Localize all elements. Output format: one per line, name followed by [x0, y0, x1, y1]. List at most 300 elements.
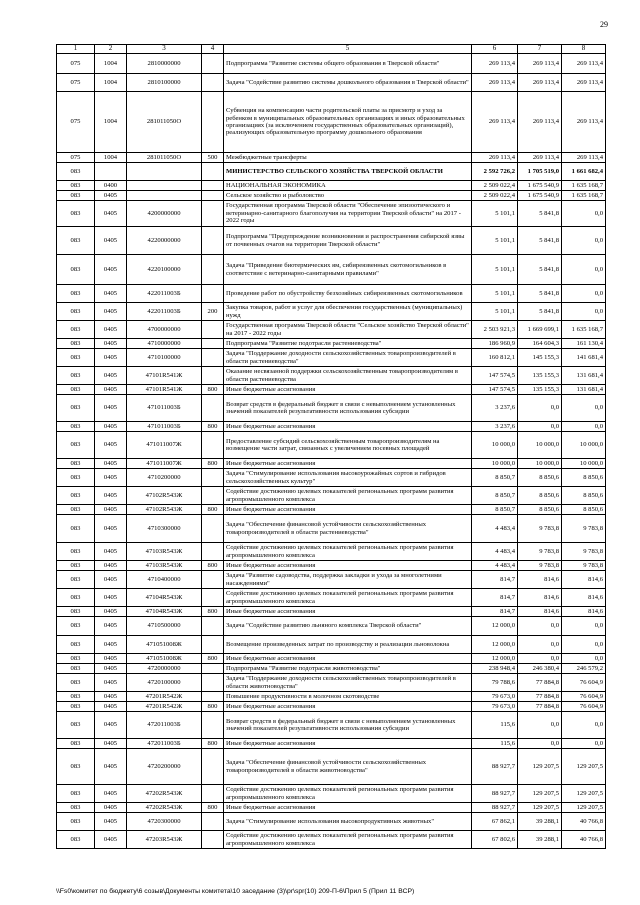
- amount-col6-cell: 269 113,4: [472, 92, 518, 153]
- expense-type-cell: [202, 367, 224, 385]
- table-row: [57, 163, 606, 181]
- amount-col7-cell: 814,6: [518, 607, 562, 617]
- section-code-cell: 0405: [95, 589, 127, 607]
- section-code-cell: 0405: [95, 422, 127, 432]
- amount-col7-cell: 0,0: [518, 712, 562, 739]
- amount-col8-cell: 131 681,4: [562, 367, 606, 385]
- table-row: [57, 255, 606, 285]
- table-row: [57, 395, 606, 422]
- admin-code-cell: 083: [57, 487, 95, 505]
- description-cell: Задача "Обеспечение финансовой устойчивости сельскохозяйственных товаропроизводителей в области растениеводства": [224, 515, 472, 543]
- amount-col7-cell: 129 207,5: [518, 785, 562, 803]
- target-article-cell: 4700000000: [127, 321, 202, 339]
- expense-type-cell: [202, 712, 224, 739]
- section-code-cell: 0405: [95, 803, 127, 813]
- section-code-cell: 0405: [95, 607, 127, 617]
- table-row: [57, 459, 606, 469]
- amount-col7-cell: 814,6: [518, 571, 562, 589]
- target-article-cell: 47103R543Ж: [127, 561, 202, 571]
- header-cell: 8: [562, 45, 606, 54]
- section-code-cell: 0405: [95, 432, 127, 459]
- target-article-cell: 4710100000: [127, 349, 202, 367]
- amount-col8-cell: 814,6: [562, 589, 606, 607]
- section-code-cell: 0405: [95, 459, 127, 469]
- table-row: [57, 589, 606, 607]
- amount-col6-cell: 5 101,1: [472, 285, 518, 303]
- admin-code-cell: 083: [57, 803, 95, 813]
- target-article-cell: [127, 191, 202, 201]
- amount-col7-cell: 1 705 519,0: [518, 163, 562, 181]
- expense-type-cell: [202, 636, 224, 654]
- table-row: [57, 505, 606, 515]
- section-code-cell: 0405: [95, 285, 127, 303]
- description-cell: Подпрограмма "Развитие системы общего образования в Тверской области": [224, 54, 472, 74]
- description-cell: Повышение продуктивности в молочном скотоводстве: [224, 692, 472, 702]
- table-row: [57, 636, 606, 654]
- amount-col6-cell: 88 927,7: [472, 803, 518, 813]
- amount-col8-cell: 0,0: [562, 617, 606, 636]
- amount-col8-cell: 0,0: [562, 255, 606, 285]
- admin-code-cell: 075: [57, 92, 95, 153]
- table-row: [57, 54, 606, 74]
- amount-col8-cell: 1 635 168,7: [562, 321, 606, 339]
- expense-type-cell: 800: [202, 505, 224, 515]
- admin-code-cell: 083: [57, 191, 95, 201]
- amount-col6-cell: 160 812,1: [472, 349, 518, 367]
- section-code-cell: 0405: [95, 201, 127, 227]
- amount-col8-cell: 0,0: [562, 395, 606, 422]
- section-code-cell: 0400: [95, 181, 127, 191]
- amount-col7-cell: 814,6: [518, 589, 562, 607]
- amount-col7-cell: 5 841,8: [518, 201, 562, 227]
- table-row: [57, 739, 606, 749]
- amount-col7-cell: 0,0: [518, 654, 562, 664]
- table-row: [57, 664, 606, 674]
- admin-code-cell: 083: [57, 561, 95, 571]
- description-cell: Задача "Содействие развитию системы дошкольного образования в Тверской области": [224, 74, 472, 92]
- table-row: [57, 339, 606, 349]
- target-article-cell: 422011003Б: [127, 285, 202, 303]
- amount-col6-cell: 67 802,6: [472, 831, 518, 849]
- amount-col6-cell: 5 101,1: [472, 201, 518, 227]
- expense-type-cell: [202, 339, 224, 349]
- amount-col8-cell: 9 783,8: [562, 543, 606, 561]
- table-row: [57, 617, 606, 636]
- header-cell: 7: [518, 45, 562, 54]
- expense-type-cell: 800: [202, 739, 224, 749]
- amount-col8-cell: 0,0: [562, 422, 606, 432]
- admin-code-cell: 083: [57, 367, 95, 385]
- expense-type-cell: [202, 674, 224, 692]
- amount-col8-cell: 0,0: [562, 303, 606, 321]
- expense-type-cell: [202, 785, 224, 803]
- footer-file-path: \\Fs0\комитет по бюджету\6 созыв\Документы комитета\10 заседание (3)\pr\spr(10) 209-П-6\Прил 5 (Прил 11 ВСР): [56, 888, 415, 895]
- amount-col8-cell: 129 207,5: [562, 803, 606, 813]
- admin-code-cell: 083: [57, 785, 95, 803]
- admin-code-cell: 083: [57, 303, 95, 321]
- target-article-cell: 2810100000: [127, 74, 202, 92]
- amount-col6-cell: 8 850,7: [472, 487, 518, 505]
- description-cell: Иные бюджетные ассигнования: [224, 385, 472, 395]
- expense-type-cell: [202, 831, 224, 849]
- amount-col6-cell: 8 850,7: [472, 505, 518, 515]
- section-code-cell: 1004: [95, 74, 127, 92]
- amount-col6-cell: 8 850,7: [472, 469, 518, 487]
- admin-code-cell: 083: [57, 505, 95, 515]
- section-code-cell: 0405: [95, 191, 127, 201]
- expense-type-cell: [202, 74, 224, 92]
- target-article-cell: 471011007Ж: [127, 432, 202, 459]
- expense-type-cell: [202, 543, 224, 561]
- description-cell: Подпрограмма "Предупреждение возникновения и распространения сибирской язвы от почвенных очагов на территории Тверской области": [224, 227, 472, 255]
- target-article-cell: 4220100000: [127, 255, 202, 285]
- amount-col6-cell: 814,7: [472, 607, 518, 617]
- section-code-cell: 0405: [95, 469, 127, 487]
- amount-col7-cell: 5 841,8: [518, 303, 562, 321]
- amount-col8-cell: 10 000,0: [562, 432, 606, 459]
- table-row: [57, 571, 606, 589]
- target-article-cell: 4710400000: [127, 571, 202, 589]
- amount-col7-cell: 269 113,4: [518, 153, 562, 163]
- expense-type-cell: [202, 515, 224, 543]
- admin-code-cell: 083: [57, 702, 95, 712]
- amount-col8-cell: 269 113,4: [562, 92, 606, 153]
- expense-type-cell: [202, 469, 224, 487]
- amount-col6-cell: 814,7: [472, 571, 518, 589]
- amount-col7-cell: 1 669 699,1: [518, 321, 562, 339]
- table-row: [57, 813, 606, 831]
- amount-col6-cell: 2 592 726,2: [472, 163, 518, 181]
- expense-type-cell: [202, 191, 224, 201]
- amount-col8-cell: 0,0: [562, 654, 606, 664]
- amount-col8-cell: 0,0: [562, 285, 606, 303]
- admin-code-cell: 083: [57, 831, 95, 849]
- expense-type-cell: [202, 813, 224, 831]
- expense-type-cell: [202, 432, 224, 459]
- description-cell: Иные бюджетные ассигнования: [224, 803, 472, 813]
- amount-col7-cell: 0,0: [518, 422, 562, 432]
- table-row: [57, 712, 606, 739]
- table-row: [57, 285, 606, 303]
- amount-col6-cell: 814,7: [472, 589, 518, 607]
- amount-col7-cell: 135 155,3: [518, 367, 562, 385]
- amount-col7-cell: 269 113,4: [518, 92, 562, 153]
- description-cell: Содействие достижению целевых показателей региональных программ развития агропромышленного комплекса: [224, 831, 472, 849]
- description-cell: Задача "Поддержание доходности сельскохозяйственных товаропроизводителей в области животноводства": [224, 674, 472, 692]
- description-cell: Государственная программа Тверской области "Сельское хозяйство Тверской области" на 2017 - 2022 годы: [224, 321, 472, 339]
- amount-col7-cell: 9 783,8: [518, 561, 562, 571]
- admin-code-cell: 083: [57, 339, 95, 349]
- target-article-cell: 47102R543Ж: [127, 487, 202, 505]
- amount-col6-cell: 186 960,9: [472, 339, 518, 349]
- admin-code-cell: 083: [57, 255, 95, 285]
- amount-col8-cell: 8 850,6: [562, 487, 606, 505]
- amount-col6-cell: 4 483,4: [472, 561, 518, 571]
- target-article-cell: 4710000000: [127, 339, 202, 349]
- amount-col8-cell: 129 207,5: [562, 749, 606, 785]
- section-code-cell: 0405: [95, 636, 127, 654]
- target-article-cell: 471011003Б: [127, 422, 202, 432]
- amount-col8-cell: 269 113,4: [562, 54, 606, 74]
- amount-col6-cell: 5 101,1: [472, 303, 518, 321]
- expense-type-cell: [202, 692, 224, 702]
- expense-type-cell: 500: [202, 153, 224, 163]
- expense-type-cell: 800: [202, 422, 224, 432]
- admin-code-cell: 083: [57, 739, 95, 749]
- expense-type-cell: [202, 54, 224, 74]
- target-article-cell: 47202R543Ж: [127, 785, 202, 803]
- section-code-cell: 1004: [95, 54, 127, 74]
- amount-col8-cell: 814,6: [562, 571, 606, 589]
- section-code-cell: 0405: [95, 349, 127, 367]
- description-cell: Содействие достижению целевых показателей региональных программ развития агропромышленного комплекса: [224, 543, 472, 561]
- amount-col7-cell: 1 675 540,9: [518, 181, 562, 191]
- admin-code-cell: 083: [57, 432, 95, 459]
- description-cell: Содействие достижению целевых показателей региональных программ развития агропромышленного комплекса: [224, 785, 472, 803]
- description-cell: Иные бюджетные ассигнования: [224, 739, 472, 749]
- admin-code-cell: 083: [57, 422, 95, 432]
- section-code-cell: [95, 163, 127, 181]
- amount-col7-cell: 10 000,0: [518, 432, 562, 459]
- table-row: [57, 349, 606, 367]
- amount-col6-cell: 3 237,6: [472, 422, 518, 432]
- expense-type-cell: 800: [202, 803, 224, 813]
- amount-col6-cell: 10 000,0: [472, 432, 518, 459]
- admin-code-cell: 083: [57, 515, 95, 543]
- target-article-cell: 47104R543Ж: [127, 607, 202, 617]
- amount-col8-cell: 0,0: [562, 227, 606, 255]
- section-code-cell: 0405: [95, 543, 127, 561]
- description-cell: Иные бюджетные ассигнования: [224, 607, 472, 617]
- amount-col7-cell: 5 841,8: [518, 255, 562, 285]
- section-code-cell: 0405: [95, 385, 127, 395]
- amount-col7-cell: 8 850,6: [518, 505, 562, 515]
- amount-col7-cell: 9 783,8: [518, 515, 562, 543]
- amount-col7-cell: 269 113,4: [518, 54, 562, 74]
- section-code-cell: 0405: [95, 674, 127, 692]
- amount-col6-cell: 79 788,6: [472, 674, 518, 692]
- expense-type-cell: [202, 321, 224, 339]
- amount-col7-cell: 10 000,0: [518, 459, 562, 469]
- amount-col7-cell: 0,0: [518, 636, 562, 654]
- expense-type-cell: [202, 487, 224, 505]
- amount-col7-cell: 129 207,5: [518, 803, 562, 813]
- expense-type-cell: [202, 617, 224, 636]
- admin-code-cell: 083: [57, 469, 95, 487]
- description-cell: Подпрограмма "Развитие подотрасли растениеводства": [224, 339, 472, 349]
- description-cell: Иные бюджетные ассигнования: [224, 654, 472, 664]
- expense-type-cell: [202, 589, 224, 607]
- amount-col6-cell: 10 000,0: [472, 459, 518, 469]
- section-code-cell: 0405: [95, 654, 127, 664]
- description-cell: Задача "Поддержание доходности сельскохозяйственных товаропроизводителей в области растениеводства": [224, 349, 472, 367]
- table-row: [57, 74, 606, 92]
- amount-col8-cell: 0,0: [562, 636, 606, 654]
- description-cell: Субвенция на компенсацию части родительской платы за присмотр и уход за ребенком в муниципальных образовательных организациях и иных образовательных организациях (за исключением государственных образовательных организаций), реализующих образовательную программу дошкольного образования: [224, 92, 472, 153]
- description-cell: Возмещение произведенных затрат по производству и реализации льноволокна: [224, 636, 472, 654]
- amount-col7-cell: 39 288,1: [518, 831, 562, 849]
- admin-code-cell: 083: [57, 664, 95, 674]
- section-code-cell: 0405: [95, 739, 127, 749]
- target-article-cell: 281011050О: [127, 92, 202, 153]
- amount-col8-cell: 141 681,4: [562, 349, 606, 367]
- expense-type-cell: 800: [202, 385, 224, 395]
- section-code-cell: 0405: [95, 617, 127, 636]
- expense-type-cell: [202, 571, 224, 589]
- amount-col7-cell: 9 783,8: [518, 543, 562, 561]
- page-number: 29: [600, 20, 608, 29]
- target-article-cell: 47103R543Ж: [127, 543, 202, 561]
- admin-code-cell: 075: [57, 74, 95, 92]
- section-code-cell: 0405: [95, 571, 127, 589]
- description-cell: Содействие достижению целевых показателей региональных программ развития агропромышленного комплекса: [224, 487, 472, 505]
- table-row: [57, 367, 606, 385]
- section-code-cell: 0405: [95, 515, 127, 543]
- amount-col6-cell: 5 101,1: [472, 255, 518, 285]
- section-code-cell: 0405: [95, 749, 127, 785]
- table-row: [57, 515, 606, 543]
- table-row: [57, 749, 606, 785]
- header-cell: 1: [57, 45, 95, 54]
- admin-code-cell: 083: [57, 571, 95, 589]
- amount-col6-cell: 2 503 921,3: [472, 321, 518, 339]
- section-code-cell: 0405: [95, 227, 127, 255]
- amount-col8-cell: 131 681,4: [562, 385, 606, 395]
- amount-col6-cell: 12 000,0: [472, 617, 518, 636]
- section-code-cell: 0405: [95, 692, 127, 702]
- expense-type-cell: [202, 255, 224, 285]
- table-row: [57, 702, 606, 712]
- target-article-cell: 471051008Ж: [127, 654, 202, 664]
- description-cell: Задача "Содействие развитию льняного комплекса Тверской области": [224, 617, 472, 636]
- amount-col8-cell: 40 766,8: [562, 813, 606, 831]
- section-code-cell: 0405: [95, 303, 127, 321]
- table-row: [57, 654, 606, 664]
- amount-col6-cell: 79 673,0: [472, 702, 518, 712]
- budget-table: [56, 44, 606, 849]
- description-cell: Межбюджетные трансферты: [224, 153, 472, 163]
- section-code-cell: 0405: [95, 487, 127, 505]
- table-row: [57, 303, 606, 321]
- description-cell: Задача "Развитие садоводства, поддержка закладки и ухода за многолетними насаждениями": [224, 571, 472, 589]
- table-row: [57, 543, 606, 561]
- section-code-cell: 0405: [95, 561, 127, 571]
- admin-code-cell: 083: [57, 181, 95, 191]
- admin-code-cell: 075: [57, 153, 95, 163]
- amount-col7-cell: 129 207,5: [518, 749, 562, 785]
- admin-code-cell: 083: [57, 674, 95, 692]
- section-code-cell: 0405: [95, 367, 127, 385]
- admin-code-cell: 083: [57, 654, 95, 664]
- amount-col6-cell: 88 927,7: [472, 749, 518, 785]
- table-row: [57, 674, 606, 692]
- table-row: [57, 785, 606, 803]
- admin-code-cell: 075: [57, 54, 95, 74]
- table-row: [57, 432, 606, 459]
- admin-code-cell: 083: [57, 163, 95, 181]
- admin-code-cell: 083: [57, 395, 95, 422]
- target-article-cell: [127, 163, 202, 181]
- table-row: [57, 803, 606, 813]
- amount-col8-cell: 1 635 168,7: [562, 181, 606, 191]
- section-code-cell: 0405: [95, 813, 127, 831]
- amount-col8-cell: 129 207,5: [562, 785, 606, 803]
- section-code-cell: 0405: [95, 702, 127, 712]
- admin-code-cell: 083: [57, 543, 95, 561]
- amount-col6-cell: 12 000,0: [472, 654, 518, 664]
- expense-type-cell: [202, 285, 224, 303]
- admin-code-cell: 083: [57, 749, 95, 785]
- description-cell: Возврат средств в федеральный бюджет в связи с невыполнением установленных значений показателей результативности использования субсидии: [224, 395, 472, 422]
- target-article-cell: 422011003Б: [127, 303, 202, 321]
- target-article-cell: 4720200000: [127, 749, 202, 785]
- table-header-row: [57, 45, 606, 54]
- target-article-cell: 4710200000: [127, 469, 202, 487]
- expense-type-cell: [202, 227, 224, 255]
- target-article-cell: 4720100000: [127, 674, 202, 692]
- expense-type-cell: [202, 201, 224, 227]
- amount-col8-cell: 8 850,6: [562, 505, 606, 515]
- amount-col6-cell: 88 927,7: [472, 785, 518, 803]
- target-article-cell: 471011003Б: [127, 395, 202, 422]
- description-cell: Задача "Стимулирование использования высокопродуктивных животных": [224, 813, 472, 831]
- header-cell: 6: [472, 45, 518, 54]
- target-article-cell: 471051008Ж: [127, 636, 202, 654]
- amount-col6-cell: 2 509 022,4: [472, 191, 518, 201]
- amount-col8-cell: 8 850,6: [562, 469, 606, 487]
- admin-code-cell: 083: [57, 617, 95, 636]
- admin-code-cell: 083: [57, 321, 95, 339]
- amount-col6-cell: 115,6: [472, 739, 518, 749]
- table-row: [57, 181, 606, 191]
- amount-col6-cell: 269 113,4: [472, 54, 518, 74]
- header-cell: 5: [224, 45, 472, 54]
- table-row: [57, 692, 606, 702]
- amount-col7-cell: 246 380,4: [518, 664, 562, 674]
- target-article-cell: [127, 181, 202, 191]
- target-article-cell: 47104R543Ж: [127, 589, 202, 607]
- admin-code-cell: 083: [57, 227, 95, 255]
- table-row: [57, 469, 606, 487]
- expense-type-cell: 200: [202, 303, 224, 321]
- table-row: [57, 385, 606, 395]
- table-row: [57, 422, 606, 432]
- amount-col6-cell: 147 574,5: [472, 385, 518, 395]
- amount-col6-cell: 67 862,1: [472, 813, 518, 831]
- amount-col6-cell: 269 113,4: [472, 153, 518, 163]
- amount-col7-cell: 8 850,6: [518, 469, 562, 487]
- amount-col8-cell: 814,6: [562, 607, 606, 617]
- admin-code-cell: 083: [57, 285, 95, 303]
- amount-col8-cell: 40 766,8: [562, 831, 606, 849]
- table-row: [57, 607, 606, 617]
- expense-type-cell: 800: [202, 561, 224, 571]
- section-code-cell: 0405: [95, 664, 127, 674]
- amount-col8-cell: 1 661 682,4: [562, 163, 606, 181]
- admin-code-cell: 083: [57, 385, 95, 395]
- amount-col7-cell: 164 604,3: [518, 339, 562, 349]
- amount-col8-cell: 76 604,9: [562, 702, 606, 712]
- header-cell: 2: [95, 45, 127, 54]
- section-code-cell: 0405: [95, 505, 127, 515]
- target-article-cell: 47201R542Ж: [127, 702, 202, 712]
- table-row: [57, 487, 606, 505]
- table-row: [57, 153, 606, 163]
- expense-type-cell: 800: [202, 654, 224, 664]
- target-article-cell: 47101R541Ж: [127, 385, 202, 395]
- description-cell: Сельское хозяйство и рыболовство: [224, 191, 472, 201]
- amount-col6-cell: 3 237,6: [472, 395, 518, 422]
